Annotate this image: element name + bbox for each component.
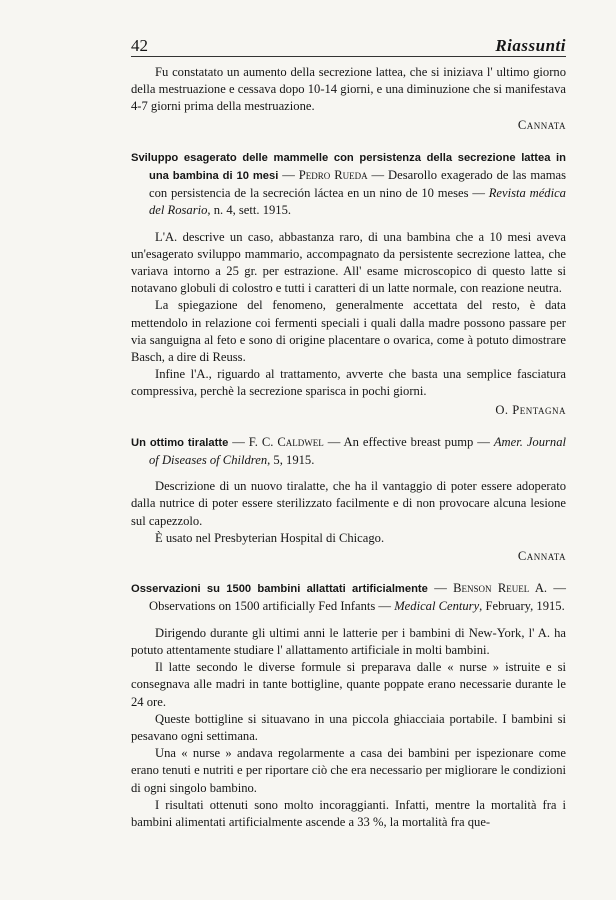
reviewer-signature: O. Pentagna [495,402,566,417]
running-header [131,30,566,57]
article-title: Sviluppo esagerato delle mammelle con persistenza della secrezione lattea in una bambina di 10 mesi [131,151,566,183]
body-paragraph: Il latte secondo le diverse formule si preparava dalle « nurse » istruite e si consegnava alle madri in tante bottigline, quante poppate erano necessarie durante le 24 ore. [131,660,566,709]
body-paragraph: Dirigendo durante gli ultimi anni le latterie per i bambini di New-York, l' A. ha potuto attentamente studiare l' allattamento artificiale in molti bambini. [131,625,566,657]
reviewer-signature: Cannata [517,117,566,132]
page-number: 42 [131,36,148,55]
article-author: F. C. Caldwel [248,434,324,449]
article-heading: Sviluppo esagerato delle mammelle con persistenza della secrezione lattea in una bambina di 10 mesi — Pedro Rueda — Desarollo exagerado de las mamas con persistencia de la secreción láctea en un nino de 10 meses — Revista médica del Rosario, n. 4, sett. 1915. [131,151,567,218]
body-paragraph: Infine l'A., riguardo al trattamento, avverte che basta una semplice fasciatura compressiva, perchè la secrezione sparisca in pochi giorni. [131,367,566,399]
body-paragraph: Descrizione di un nuovo tiralatte, che ha il vantaggio di poter essere adoperato dalla nutrice di poter essere sterilizzato facilmente e di non provocare alcuna lesione sul capezzolo. [131,479,566,528]
body-paragraph: La spiegazione del fenomeno, generalmente accettata del resto, è data mettendolo in relazione coi fermenti speciali i quali dalla madre possono passare per via sanguigna al feto e sono di origine placentare o ovarica, come à potuto dimostrare Basch, a dire di Reuss. [131,298,566,365]
article-journal: Amer. Journal of Diseases of Children [149,434,566,468]
body-paragraph: Una « nurse » andava regolarmente a casa dei bambini per ispezionare come erano tenuti e nutriti e per riportare ciò che era necessario per migliorare le condizioni di ogni singolo bambino. [131,746,566,795]
page-content [131,64,566,831]
article-author: Benson Reuel A. [453,581,548,596]
intro-paragraph: Fu constatato un aumento della secrezione lattea, che si iniziava l' ultimo giorno della mestruazione e cessava dopo 10-14 giorni, e una diminuzione che si manifestava 4-7 giorni prima della mestruazione. [131,65,566,114]
article-journal: Revista médica del Rosario [149,186,566,218]
body-paragraph: I risultati ottenuti sono molto incoraggianti. Infatti, mentre la mortalità fra i bambini alimentati artificialmente ascende a 33 %, la mortalità fra que- [131,797,566,829]
article-heading: Osservazioni su 1500 bambini allattati artificialmente — Benson Reuel A. — Observations on 1500 artificially Fed Infants — Medical Century, February, 1915. [131,581,567,614]
reviewer-signature: Cannata [517,549,566,564]
body-paragraph: Queste bottigline si situavano in una piccola ghiacciaia portabile. I bambini si pesavano ogni settimana. [131,711,566,743]
article-title: Un ottimo tiralatte [131,436,229,449]
body-paragraph: È usato nel Presbyterian Hospital di Chicago. [155,530,385,545]
article-author: Pedro Rueda [298,168,368,183]
article-heading: Un ottimo tiralatte — F. C. Caldwel — An effective breast pump — Amer. Journal of Diseases of Children, 5, 1915. [131,434,566,468]
article-title: Osservazioni su 1500 bambini allattati artificialmente [131,583,428,596]
running-title: Riassunti [495,36,566,55]
body-paragraph: L'A. descrive un caso, abbastanza raro, di una bambina che a 10 mesi aveva un'esagerato sviluppo mammario, accompagnato da persistente secrezione lattea, che variava intorno a 25 gr. per estrazione. All' esame microscopico di questo latte si notavano globuli di colostro e tutti i caratteri di un latte normale, con reazione neutra. [131,229,566,296]
article-journal: Medical Century [394,599,480,614]
